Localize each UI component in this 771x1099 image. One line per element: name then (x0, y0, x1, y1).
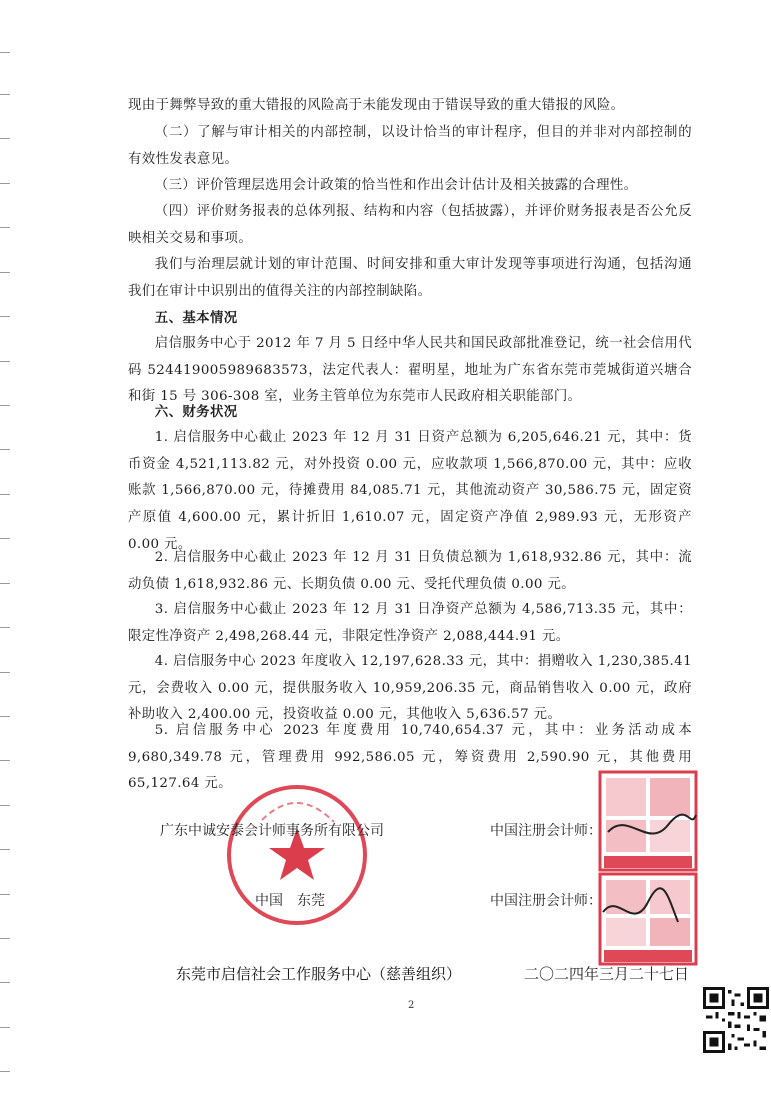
margin-tick (0, 272, 10, 273)
paragraph-income: 4. 启信服务中心 2023 年度收入 12,197,628.33 元，其中：捐赠收入 1,230,385.41 元，会费收入 0.00 元，提供服务收入 10,959,206.35 元，商品销售收入 0.00 元，政府补助收入 2,400.00 元，投资收益 0.00 元，其他收入 5,636.57 元。 (128, 654, 692, 723)
cpa-seal-2-stamp (598, 872, 698, 966)
organization-name: 东莞市启信社会工作服务中心（慈善组织） (176, 965, 462, 983)
margin-tick (0, 627, 10, 628)
margin-tick (0, 1071, 10, 1072)
paragraph-accounting-policy: （三）评价管理层选用会计政策的恰当性和作出会计估计及相关披露的合理性。 (154, 178, 638, 193)
margin-tick (0, 894, 10, 895)
margin-tick (0, 1027, 10, 1028)
margin-tick (0, 805, 10, 806)
margin-tick (0, 52, 10, 53)
paragraph-internal-control: （二）了解与审计相关的内部控制，以设计恰当的审计程序，但目的并非对内部控制的有效性发表意见。 (128, 125, 692, 167)
paragraph-presentation: （四）评价财务报表的总体列报、结构和内容（包括披露），并评价财务报表是否公允反映相关交易和事项。 (128, 204, 692, 246)
paragraph-net-assets: 3. 启信服务中心截止 2023 年 12 月 31 日净资产总额为 4,586,713.35 元，其中：限定性净资产 2,498,268.44 元，非限定性净资产 2,088,444.91 元。 (128, 602, 692, 644)
margin-tick (0, 760, 10, 761)
paragraph-governance-communication: 我们与治理层就计划的审计范围、时间安排和重大审计发现等事项进行沟通，包括沟通我们在审计中识别出的值得关注的内部控制缺陷。 (128, 257, 692, 299)
margin-tick (0, 449, 10, 450)
section-heading-basic-info: 五、基本情况 (154, 310, 238, 326)
paragraph-liabilities: 2. 启信服务中心截止 2023 年 12 月 31 日负债总额为 1,618,932.86 元，其中：流动负债 1,618,932.86 元、长期负债 0.00 元、受托代理负债 0.00 元。 (128, 550, 692, 592)
page-number: 2 (408, 1000, 415, 1011)
paragraph-fraud-risk: 现由于舞弊导致的重大错报的风险高于未能发现由于错误导致的重大错报的风险。 (128, 98, 625, 113)
audit-firm-name: 广东中诚安泰会计师事务所有限公司 (160, 823, 384, 839)
margin-tick (0, 405, 10, 406)
margin-tick (0, 361, 10, 362)
margin-tick (0, 94, 10, 95)
margin-tick (0, 583, 10, 584)
audit-firm-location: 中国 东莞 (255, 893, 325, 909)
margin-tick (0, 672, 10, 673)
margin-tick (0, 183, 10, 184)
margin-tick (0, 938, 10, 939)
cpa-label-2: 中国注册会计师： (490, 893, 602, 909)
margin-tick (0, 138, 10, 139)
cpa-label-1: 中国注册会计师： (490, 823, 602, 839)
margin-tick (0, 227, 10, 228)
section-heading-financial-status: 六、财务状况 (154, 404, 238, 420)
margin-tick (0, 982, 10, 983)
qr-code-icon[interactable] (703, 987, 769, 1053)
paragraph-expenses: 5. 启信服务中心 2023 年度费用 10,740,654.37 元，其中：业务活动成本 9,680,349.78 元，管理费用 992,586.05 元，筹资费用 2,590.90 元，其他费用 65,127.64 元。 (128, 723, 692, 792)
margin-tick (0, 494, 10, 495)
paragraph-assets: 1. 启信服务中心截止 2023 年 12 月 31 日资产总额为 6,205,646.21 元，其中：货币资金 4,521,113.82 元，对外投资 0.00 元，应收款项 1,566,870.00 元，其中：应收账款 1,566,870.00 元，待摊费用 84,085.71 元，其他流动资产 30,586.75 元，固定资产原值 4,600.00 元，累计折旧 1,610.07 元，固定资产净值 2,989.93 元，无形资产 0.00 元。 (128, 430, 692, 552)
margin-tick (0, 316, 10, 317)
report-date: 二〇二四年三月二十七日 (524, 965, 690, 983)
margin-tick (0, 538, 10, 539)
paragraph-basic-info: 启信服务中心于 2012 年 7 月 5 日经中华人民共和国民政部批准登记，统一社会信用代码 524419005989683573，法定代表人：翟明星，地址为广东省东莞市莞城街道兴塘合和街 15 号 306-308 室，业务主管单位为东莞市人民政府相关职能部门。 (128, 336, 692, 405)
margin-tick (0, 849, 10, 850)
margin-tick (0, 716, 10, 717)
cpa-seal-1-stamp (598, 770, 698, 872)
